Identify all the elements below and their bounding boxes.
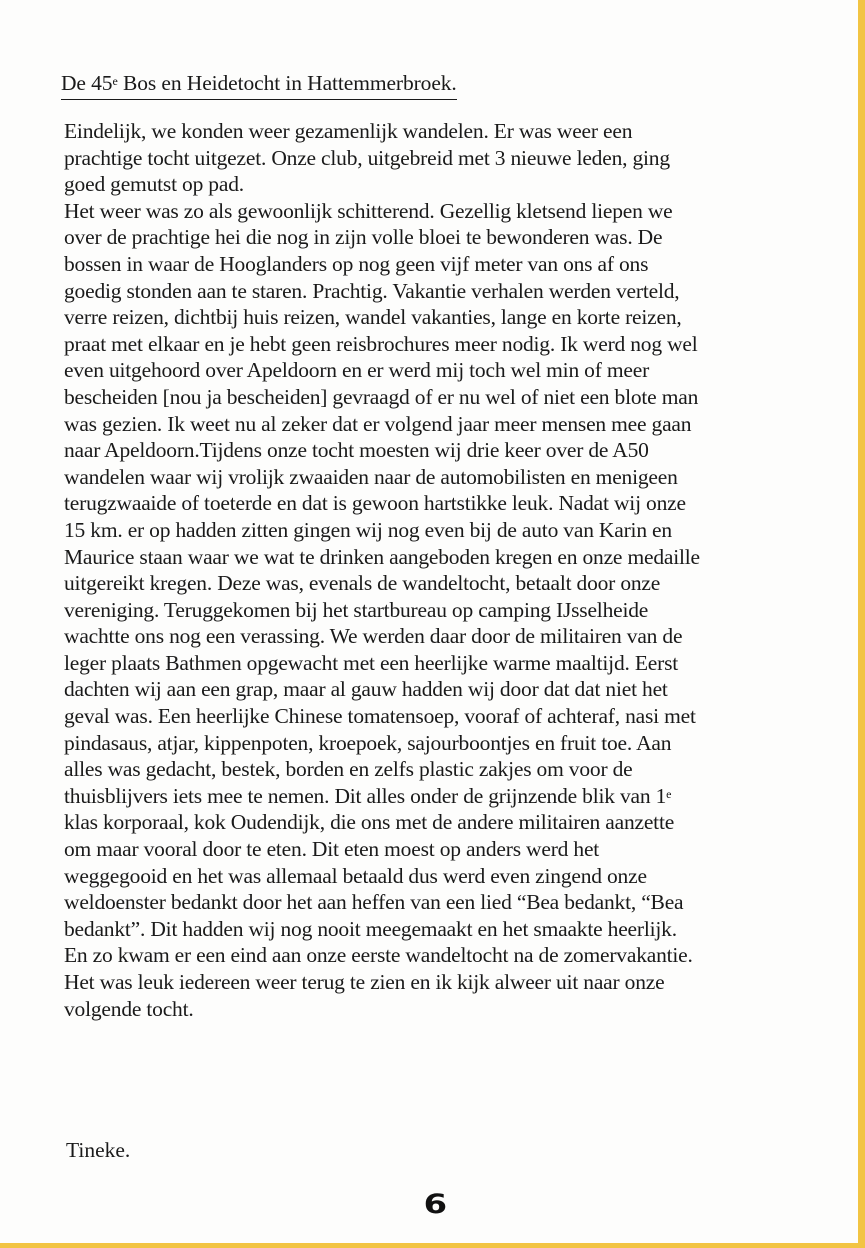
body-line: uitgereikt kregen. Deze was, evenals de wandeltocht, betaalt door onze <box>64 571 661 596</box>
body-line: naar Apeldoorn.Tijdens onze tocht moesten wij drie keer over de A50 <box>64 438 649 463</box>
article-body <box>64 118 844 1022</box>
body-line: leger plaats Bathmen opgewacht met een heerlijke warme maaltijd. Eerst <box>64 650 679 675</box>
body-line: volgende tocht. <box>64 996 194 1021</box>
body-line: wachtte ons nog een verassing. We werden daar door de militairen van de <box>64 624 683 649</box>
body-line: pindasaus, atjar, kippenpoten, kroepoek, sajourboontjes en fruit toe. Aan <box>64 730 672 755</box>
body-line-with-superscript <box>64 783 844 810</box>
title-suffix: Bos en Heidetocht in Hattemmerbroek. <box>117 71 457 95</box>
body-line: was gezien. Ik weet nu al zeker dat er volgend jaar meer mensen mee gaan <box>64 411 692 436</box>
body-line: weldoenster bedankt door het aan heffen van een lied “Bea bedankt, “Bea <box>64 890 684 915</box>
signature: Tineke. <box>66 1138 131 1162</box>
body-line: bossen in waar de Hooglanders op nog geen vijf meter van ons af ons <box>64 251 649 276</box>
body-line: terugzwaaide of toeterde en dat is gewoon hartstikke leuk. Nadat wij onze <box>64 491 686 516</box>
page-number: 6 <box>423 1189 448 1220</box>
body-line: prachtige tocht uitgezet. Onze club, uitgebreid met 3 nieuwe leden, ging <box>64 145 670 170</box>
body-line: klas korporaal, kok Oudendijk, die ons met de andere militairen aanzette <box>64 810 675 835</box>
body-line: Maurice staan waar we wat te drinken aangeboden kregen en onze medaille <box>64 544 700 569</box>
body-line: bescheiden [nou ja bescheiden] gevraagd of er nu wel of niet een blote man <box>64 384 699 409</box>
body-line: geval was. Een heerlijke Chinese tomatensoep, vooraf of achteraf, nasi met <box>64 704 696 729</box>
body-line: goedig stonden aan te staren. Prachtig. Vakantie verhalen werden verteld, <box>64 278 680 303</box>
body-line: vereniging. Teruggekomen bij het startbureau op camping IJsselheide <box>64 597 649 622</box>
body-line-text: thuisblijvers iets mee te nemen. Dit alles onder de grijnzende blik van 1 <box>64 783 667 808</box>
body-line: wandelen waar wij vrolijk zwaaiden naar de automobilisten en menigeen <box>64 464 678 489</box>
title-prefix: De 45 <box>61 71 113 95</box>
page-edge-right <box>858 0 865 1248</box>
body-line: over de prachtige hei die nog in zijn volle bloei te bewonderen was. De <box>64 225 663 250</box>
body-line: even uitgehoord over Apeldoorn en er werd mij toch wel min of meer <box>64 358 650 383</box>
body-line: En zo kwam er een eind aan onze eerste wandeltocht na de zomervakantie. <box>64 943 693 968</box>
body-line: om maar vooral door te eten. Dit eten moest op anders werd het <box>64 837 600 862</box>
body-line: 15 km. er op hadden zitten gingen wij nog even bij de auto van Karin en <box>64 517 672 542</box>
body-line: Eindelijk, we konden weer gezamenlijk wandelen. Er was weer een <box>64 119 633 143</box>
body-line: alles was gedacht, bestek, borden en zelfs plastic zakjes om voor de <box>64 757 633 782</box>
body-line: dachten wij aan een grap, maar al gauw hadden wij door dat dat niet het <box>64 677 668 702</box>
body-line: bedankt”. Dit hadden wij nog nooit meegemaakt en het smaakte heerlijk. <box>64 916 677 941</box>
article-title <box>61 68 457 100</box>
body-line: Het weer was zo als gewoonlijk schitterend. Gezellig kletsend liepen we <box>64 198 673 223</box>
ordinal-superscript: e <box>666 786 672 801</box>
body-line: weggegooid en het was allemaal betaald dus werd even zingend onze <box>64 863 647 888</box>
body-line: verre reizen, dichtbij huis reizen, wandel vakanties, lange en korte reizen, <box>64 305 682 330</box>
title-superscript: e <box>112 74 118 88</box>
body-line: praat met elkaar en je hebt geen reisbrochures meer nodig. Ik werd nog wel <box>64 331 698 356</box>
body-line: Het was leuk iedereen weer terug te zien en ik kijk alweer uit naar onze <box>64 970 665 994</box>
page-edge-bottom <box>0 1243 865 1248</box>
body-line: goed gemutst op pad. <box>64 172 244 197</box>
